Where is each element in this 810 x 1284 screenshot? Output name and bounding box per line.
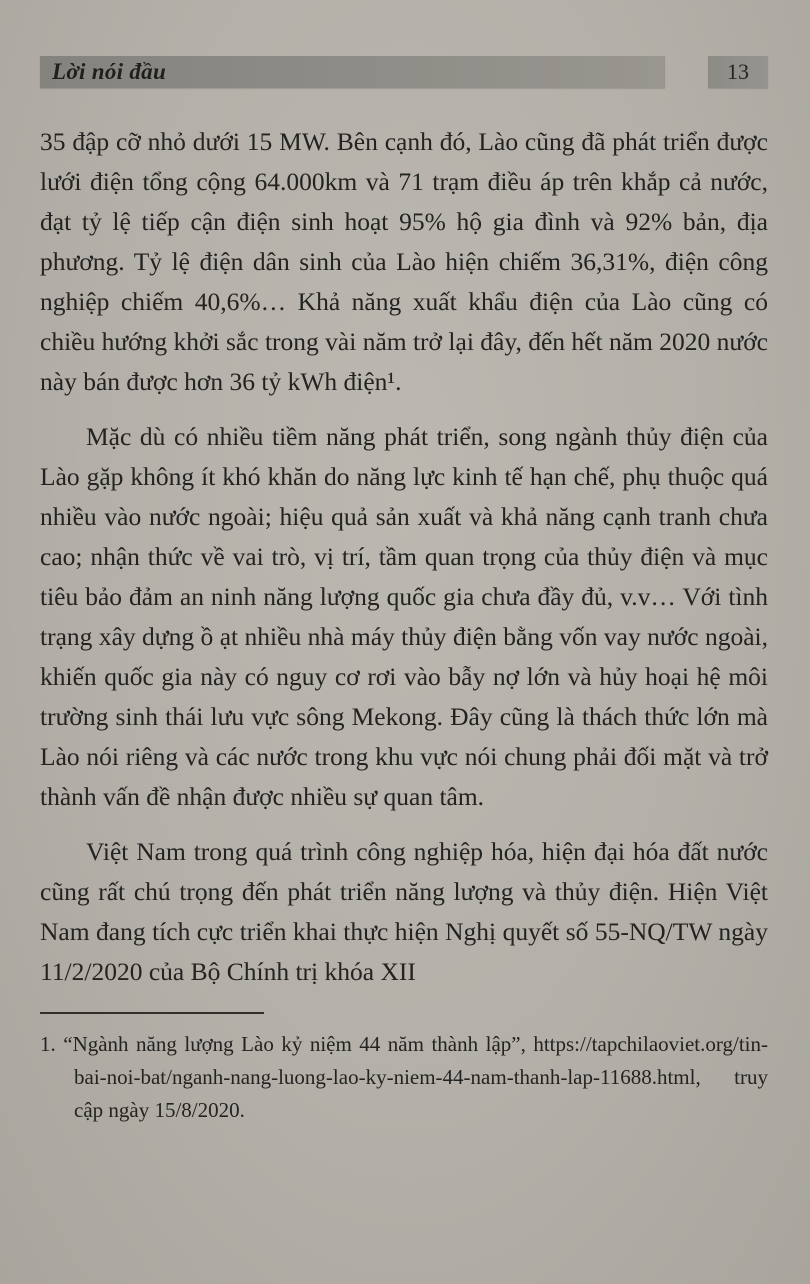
- paragraph-2: Mặc dù có nhiều tiềm năng phát triển, song ngành thủy điện của Lào gặp không ít khó khăn do năng lực kinh tế hạn chế, phụ thuộc quá nhiều vào nước ngoài; hiệu quả sản xuất và khả năng cạnh tranh chưa cao; nhận thức về vai trò, vị trí, tầm quan trọng của thủy điện và mục tiêu bảo đảm an ninh năng lượng quốc gia chưa đầy đủ, v.v… Với tình trạng xây dựng ồ ạt nhiều nhà máy thủy điện bằng vốn vay nước ngoài, khiến quốc gia này có nguy cơ rơi vào bẫy nợ lớn và hủy hoại hệ môi trường sinh thái lưu vực sông Mekong. Đây cũng là thách thức lớn mà Lào nói riêng và các nước trong khu vực nói chung phải đối mặt và trở thành vấn đề nhận được nhiều sự quan tâm.: [40, 422, 768, 811]
- footnote-text: 1. “Ngành năng lượng Lào kỷ niệm 44 năm thành lập”, https://tapchilaoviet.org/tin-bai-noi-bat/nganh-nang-luong-lao-ky-niem-44-nam-thanh-lap-11688.html, truy cập ngày 15/8/2020.: [40, 1032, 768, 1122]
- paragraph-1: 35 đập cỡ nhỏ dưới 15 MW. Bên cạnh đó, Lào cũng đã phát triển được lưới điện tổng cộng 64.000km và 71 trạm điều áp trên khắp cả nước, đạt tỷ lệ tiếp cận điện sinh hoạt 95% hộ gia đình và 92% bản, địa phương. Tỷ lệ điện dân sinh của Lào hiện chiếm 36,31%, điện công nghiệp chiếm 40,6%… Khả năng xuất khẩu điện của Lào cũng có chiều hướng khởi sắc trong vài năm trở lại đây, đến hết năm 2020 nước này bán được hơn 36 tỷ kWh điện¹.: [40, 127, 768, 396]
- page-header: [40, 56, 768, 88]
- footnote-block: [40, 1012, 768, 1127]
- running-header-bar: [40, 56, 665, 88]
- running-header-title: Lời nói đầu: [52, 59, 167, 84]
- page-number: 13: [727, 59, 749, 84]
- page-number-bar: [708, 56, 768, 88]
- paragraph-3: Việt Nam trong quá trình công nghiệp hóa, hiện đại hóa đất nước cũng rất chú trọng đến phát triển năng lượng và thủy điện. Hiện Việt Nam đang tích cực triển khai thực hiện Nghị quyết số 55-NQ/TW ngày 11/2/2020 của Bộ Chính trị khóa XII: [40, 837, 768, 986]
- body-text: [40, 122, 768, 1127]
- footnote-rule: [40, 1012, 264, 1014]
